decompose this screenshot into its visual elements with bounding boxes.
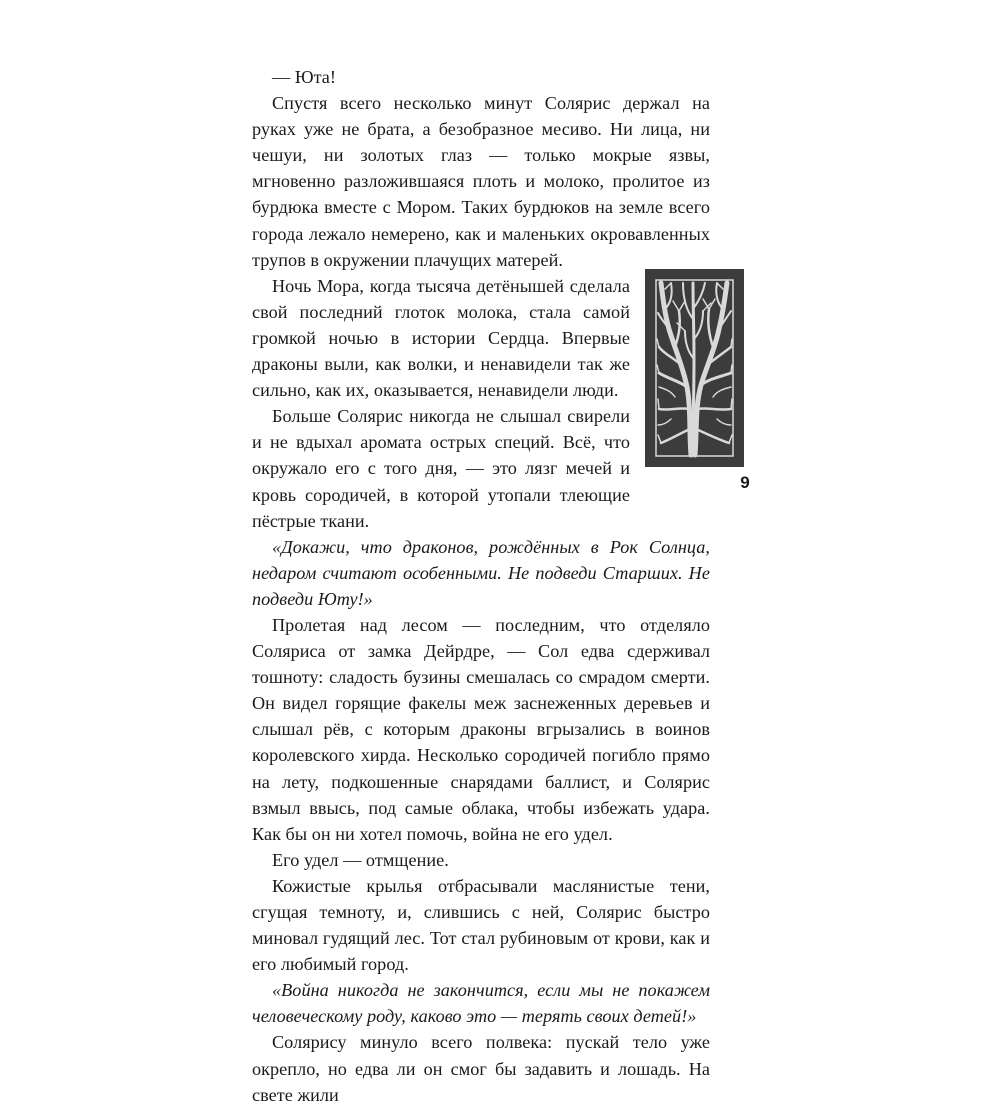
paragraph-never-again: Больше Солярис никогда не слышал свирели и не вдыхал аромата острых специй. Всё, что окружало его с того дня, — это лязг мечей и кровь сородичей, в которой утопали тлеющие пёстрые ткани. <box>252 406 630 531</box>
paragraph-night-of-plague: Ночь Мора, когда тысяча детёнышей сделала свой последний глоток молока, стала самой громкой ночью в истории Сердца. Впервые драконы выли, как волки, и ненавидели так же сильно, как их, оказывается, ненавидели люди. <box>252 275 630 401</box>
body-text <box>252 64 710 1108</box>
paragraph-brother-death: Спустя всего несколько минут Солярис держал на руках уже не брата, а безобразное месиво. Ни лица, ни чешуи, ни золотых глаз — только мокрые язвы, мгновенно разложившаяся плоть и молоко, пролитое из бурдюка вместе с Мором. Таких бурдюков на земле всего города лежало немерено, как и маленьких окровавленных трупов в окружении плачущих матерей. <box>252 93 710 270</box>
paragraph-cry: — Юта! <box>272 67 337 87</box>
page-number: 9 <box>740 473 750 492</box>
paragraph-quote-war: «Война никогда не закончится, если мы не покажем человеческому роду, каково это — терять своих детей!» <box>252 980 710 1027</box>
paragraph-half-century: Солярису минуло всего полвека: пускай тело уже окрепло, но едва ли он смог бы задавить и лошадь. На свете жили <box>252 1032 710 1105</box>
tree-branches-ornament-icon <box>645 269 744 467</box>
paragraph-leathery-wings: Кожистые крылья отбрасывали маслянистые тени, сгущая темноту, и, слившись с ней, Солярис быстро миновал гудящий лес. Тот стал рубиновым от крови, как и его любимый город. <box>252 875 710 975</box>
paragraph-flight-over-forest: Пролетая над лесом — последним, что отделяло Солярисa от замка Дейрдре, — Сол едва сдерживал тошноту: сладость бузины смешалась со смрадом смерти. Он видел горящие факелы меж заснеженных деревьев и слышал рёв, с которым драконы вгрызались в воинов королевского хирда. Несколько сородичей погибло прямо на лету, подкошенные снарядами баллист, и Солярис взмыл ввысь, под самые облака, чтобы избежать удара. Как бы он ни хотел помочь, война не его удел. <box>252 614 710 844</box>
tree-ornament-panel <box>645 269 744 467</box>
paragraph-his-lot: Его удел — отмщение. <box>272 849 449 870</box>
paragraph-quote-elders: «Докажи, что драконов, рождённых в Рок Солнца, недаром считают особенными. Не подведи Старших. Не подведи Юту!» <box>252 536 710 609</box>
